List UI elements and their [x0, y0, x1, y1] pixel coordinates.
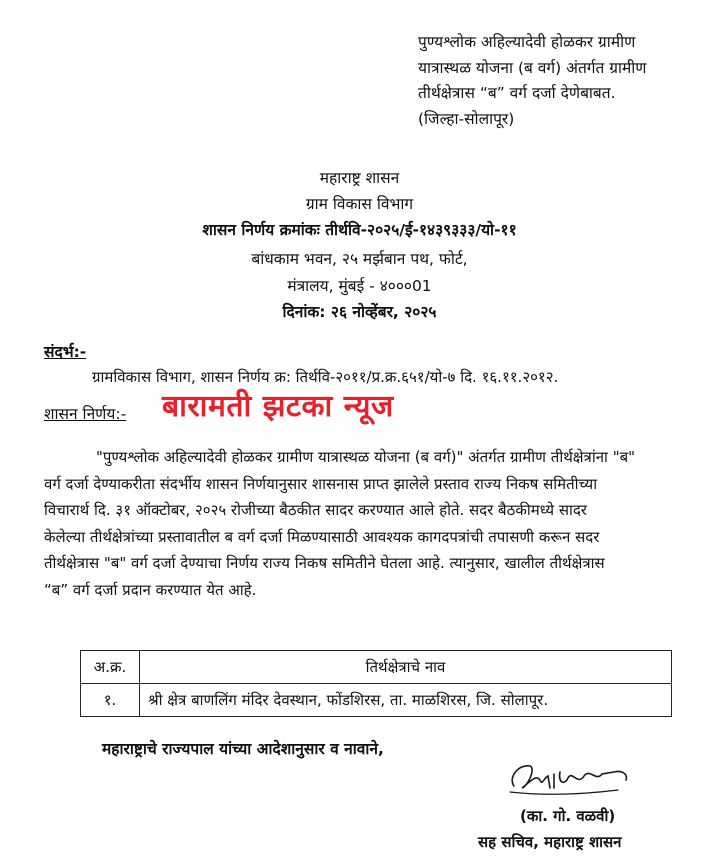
table-cell-serial: १. — [81, 684, 140, 717]
subject-line-2: यात्रास्थळ योजना (ब वर्ग) अंतर्गत ग्रामीण — [418, 58, 647, 77]
body-line-1: "पुण्यश्लोक अहिल्यादेवी होळकर ग्रामीण यात्रास्थळ योजना (ब वर्ग)" अंतर्गत ग्रामीण तीर्थक्षेत्रांना "ब" — [96, 448, 636, 466]
pilgrimage-table — [80, 650, 672, 717]
body-line-5: तीर्थक्षेत्रास "ब" वर्ग दर्जा देण्याचा निर्णय राज्य निकष समितीने घेतला आहे. त्यानुसार, खालील तीर्थक्षेत्रास — [44, 554, 605, 572]
subject-line-4: (जिल्हा-सोलापूर) — [418, 109, 515, 128]
address-line-2: मंत्रालय, मुंबई - ४०००01 — [287, 277, 432, 295]
resolution-body — [44, 444, 689, 603]
govt-name: महाराष्ट्र शासन — [319, 169, 400, 187]
resolution-label: शासन निर्णय:- — [44, 405, 127, 423]
address-line-1: बांधकाम भवन, २५ मर्झबान पथ, फोर्ट, — [251, 250, 468, 268]
closing-line: महाराष्ट्राचे राज्यपाल यांच्या आदेशानुसार व नावाने, — [102, 740, 384, 758]
signature-image — [506, 756, 636, 800]
resolution-date: दिनांक: २६ नोव्हेंबर, २०२५ — [282, 303, 437, 321]
body-line-2: वर्ग दर्जा देण्याकरीता संदर्भीय शासन निर्णयानुसार शासनास प्राप्त झालेले प्रस्ताव राज्य निकष समितीच्या — [44, 474, 598, 493]
subject-line-1: पुण्यश्लोक अहिल्यादेवी होळकर ग्रामीण — [418, 33, 636, 51]
signatory-name: (का. गो. वळवी) — [520, 807, 616, 825]
watermark-overlay: बारामती झटका न्यूज — [162, 389, 394, 424]
reference-label: संदर्भ:- — [44, 343, 87, 361]
subject-line-3: तीर्थक्षेत्रास “ब” वर्ग दर्जा देणेबाबत. — [418, 84, 616, 102]
table-header-serial: अ.क्र. — [81, 651, 140, 684]
resolution-number: शासन निर्णय क्रमांकः तीर्थवि-२०२५/ई-१४३९३३३/यो-११ — [202, 221, 517, 239]
table-row — [81, 684, 672, 717]
body-line-3: विचारार्थ दि. ३१ ऑक्टोबर, २०२५ रोजीच्या बैठकीत सादर करण्यात आले होते. सदर बैठकीमध्ये सादर — [44, 501, 587, 519]
department-name: ग्राम विकास विभाग — [305, 195, 414, 213]
subject-block — [418, 30, 647, 132]
table-cell-name: श्री क्षेत्र बाणलिंग मंदिर देवस्थान, फोंडशिरस, ता. माळशिरस, जि. सोलापूर. — [140, 684, 672, 717]
body-line-4: केलेल्या तीर्थक्षेत्रांच्या प्रस्तावातील ब वर्ग दर्जा मिळण्यासाठी आवश्यक कागदपत्रांची तपासणी करून सदर — [44, 527, 600, 546]
signatory-title: सह सचिव, महाराष्ट्र शासन — [478, 833, 622, 851]
table-header-row — [81, 651, 672, 684]
body-line-6: “ब” वर्ग दर्जा प्रदान करण्यात येत आहे. — [44, 580, 257, 599]
reference-text: ग्रामविकास विभाग, शासन निर्णय क्र: तिर्थवि-२०११/प्र.क्र.६५१/यो-७ दि. १६.११.२०१२. — [92, 368, 559, 386]
table-header-name: तिर्थक्षेत्राचे नाव — [140, 651, 672, 684]
